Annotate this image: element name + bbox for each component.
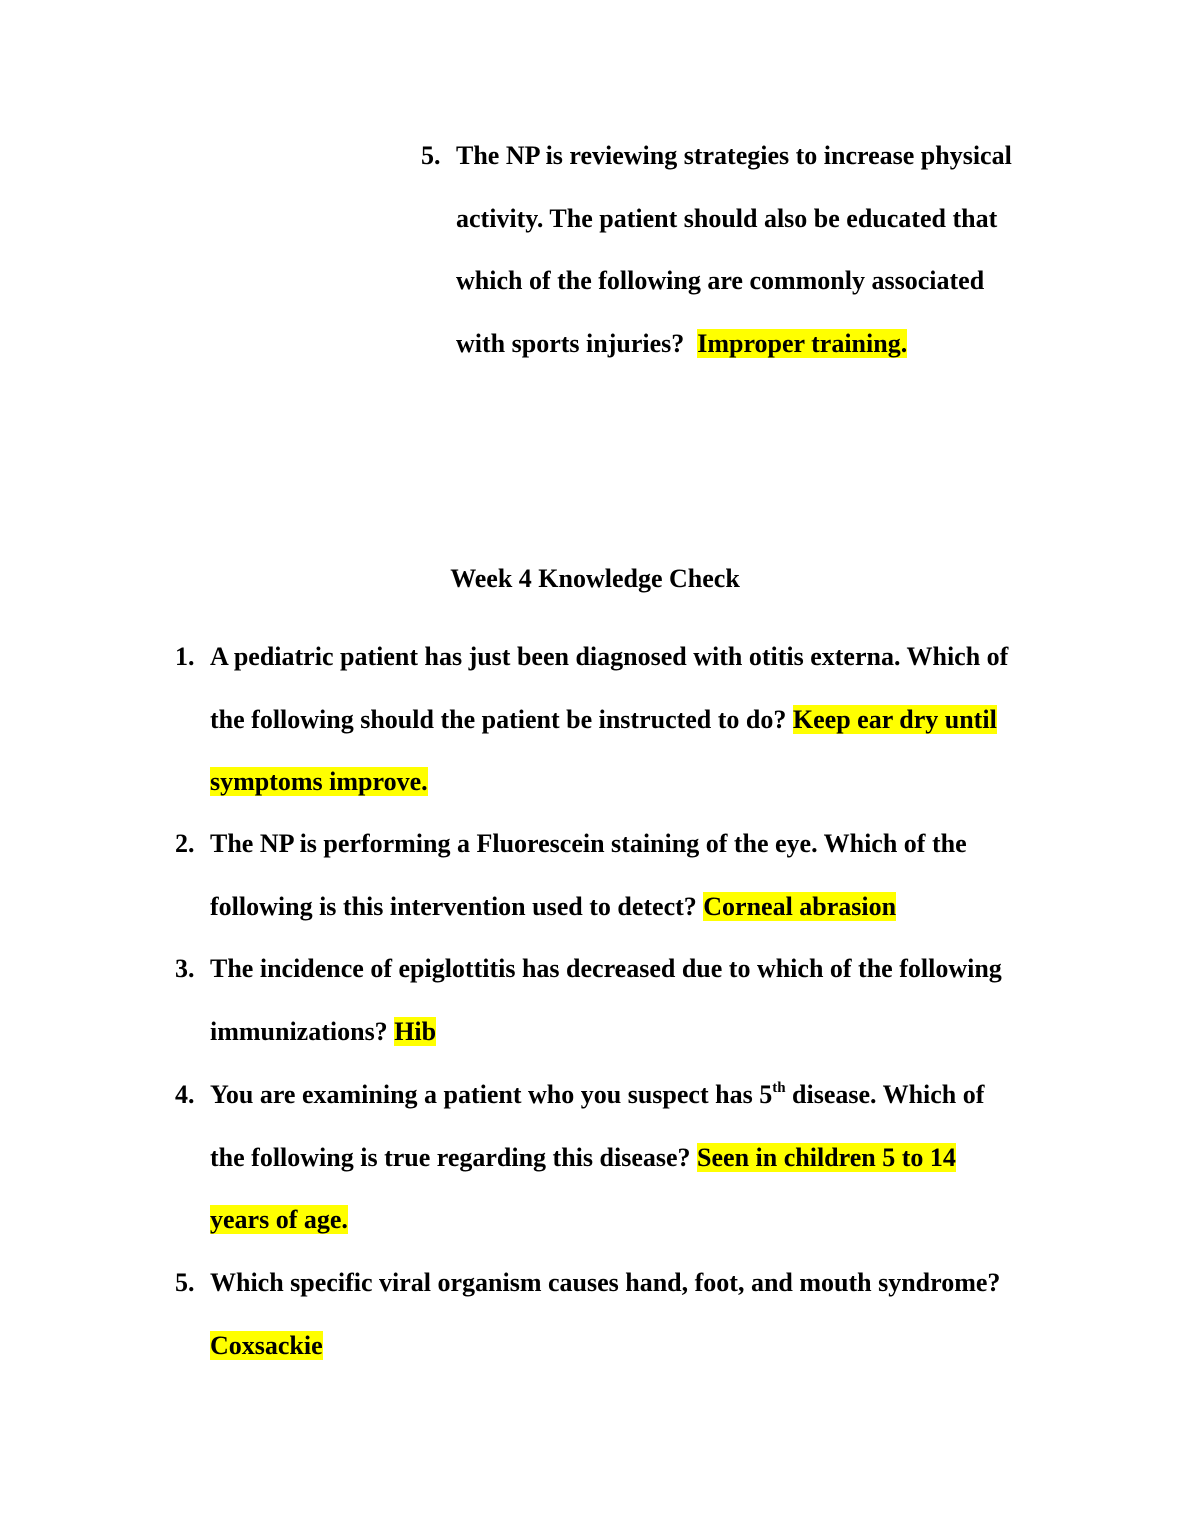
question-number: 2. xyxy=(175,829,195,858)
question-text-line xyxy=(210,1315,1000,1378)
question-item xyxy=(421,125,1012,375)
question-item xyxy=(175,813,967,938)
question-number: 1. xyxy=(175,642,195,671)
question-text-line: which of the following are commonly associated xyxy=(456,266,985,295)
highlighted-answer: Hib xyxy=(394,1016,437,1046)
question-text-line xyxy=(210,1001,1002,1064)
question-text-line: A pediatric patient has just been diagnosed with otitis externa. Which of xyxy=(210,642,1009,671)
question-number: 3. xyxy=(175,954,195,983)
question-text: the following is true regarding this disease? xyxy=(210,1142,698,1172)
highlighted-answer: years of age. xyxy=(210,1205,348,1234)
question-number: 5. xyxy=(175,1268,195,1297)
question-text-line: activity. The patient should also be educated that xyxy=(456,203,998,233)
highlighted-answer: Keep ear dry until xyxy=(792,704,997,734)
section-title: Week 4 Knowledge Check xyxy=(450,564,740,593)
question-text-line xyxy=(210,689,1008,752)
question-text: with sports injuries? xyxy=(456,328,691,358)
question-text: disease. Which of xyxy=(785,1080,985,1109)
question-text-line xyxy=(210,1064,984,1127)
highlighted-answer: symptoms improve. xyxy=(210,767,428,796)
question-item xyxy=(175,938,1002,1063)
question-text: following is this intervention used to detect? xyxy=(210,891,704,921)
question-number: 4. xyxy=(175,1080,195,1109)
question-number: 5. xyxy=(421,141,441,170)
question-item xyxy=(175,1064,985,1252)
question-text-line: Which specific viral organism causes hand, foot, and mouth syndrome? xyxy=(210,1268,1001,1297)
question-text-line xyxy=(210,751,1008,814)
highlighted-answer: Seen in children 5 to 14 xyxy=(697,1142,956,1172)
question-text-line xyxy=(210,1127,984,1190)
question-item xyxy=(175,626,1009,814)
highlighted-answer: Improper training. xyxy=(697,328,908,358)
question-text-line xyxy=(210,876,967,939)
question-text-line: The incidence of epiglottitis has decreased due to which of the following xyxy=(210,954,1002,983)
highlighted-answer: Corneal abrasion xyxy=(703,891,897,921)
highlighted-answer: Coxsackie xyxy=(210,1330,323,1360)
question-text-line: The NP is performing a Fluorescein staining of the eye. Which of the xyxy=(210,829,967,858)
question-text-line: The NP is reviewing strategies to increase physical xyxy=(456,141,1012,170)
superscript: th xyxy=(772,1080,786,1096)
question-text: You are examining a patient who you suspect has 5 xyxy=(210,1080,773,1109)
question-text: immunizations? xyxy=(210,1016,395,1046)
question-item xyxy=(175,1252,1001,1377)
question-text: the following should the patient be instructed to do? xyxy=(210,704,793,734)
question-text-line xyxy=(210,1189,984,1252)
question-text-line xyxy=(456,313,1012,376)
